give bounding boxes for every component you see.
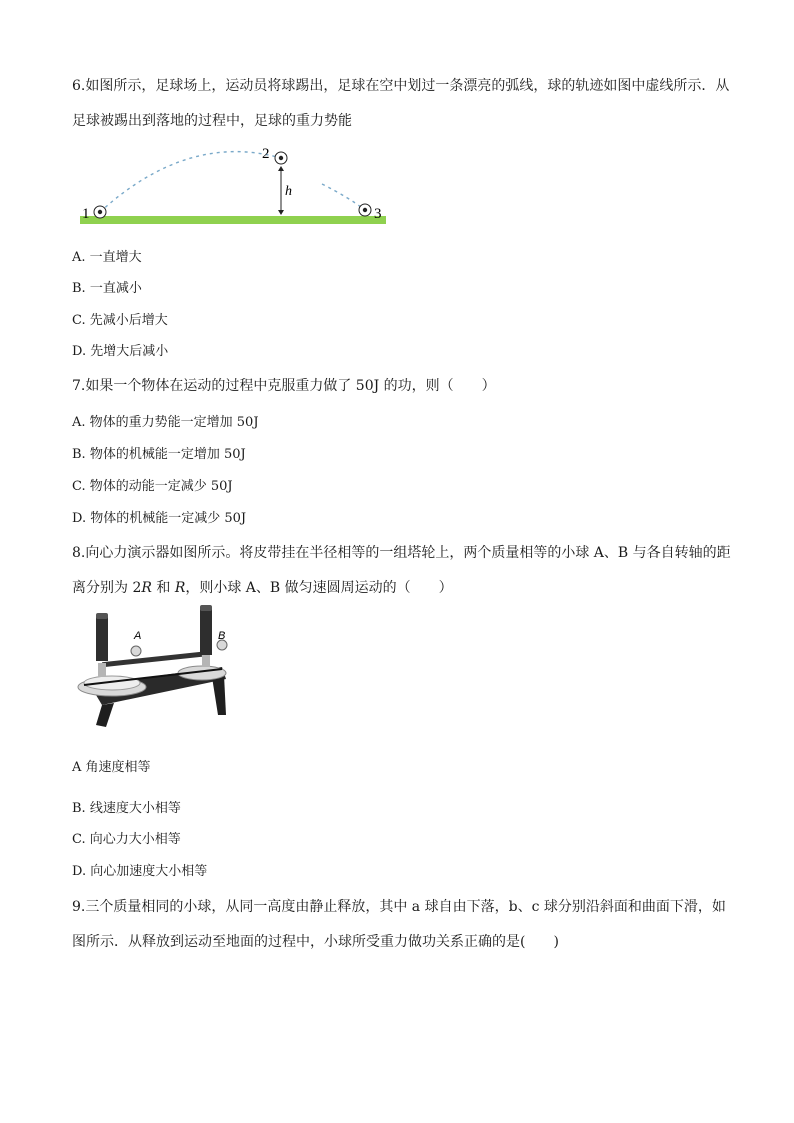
q7-option-b: B. 物体的机械能一定增加 50J (72, 447, 246, 462)
label-2: 2 (262, 146, 270, 162)
q8-option-b: B. 线速度大小相等 (72, 801, 181, 816)
q8-line2-part-c: ，则小球 A、B 做匀速圆周运动的（ ） (185, 580, 453, 596)
q8-option-c: C. 向心力大小相等 (72, 832, 181, 847)
q6-stem-line2: 足球被踢出到落地的过程中，足球的重力势能 (72, 113, 352, 129)
q7-option-c: C. 物体的动能一定减少 50J (72, 479, 233, 494)
q7-option-d: D. 物体的机械能一定减少 50J (72, 511, 247, 526)
ball-position-1 (94, 206, 106, 218)
right-sleeve (200, 609, 212, 655)
q7-option-a: A. 物体的重力势能一定增加 50J (72, 415, 259, 430)
centripetal-force-demonstrator-figure (72, 605, 232, 729)
ball-position-2 (275, 152, 287, 164)
q6-stem-line1: 6.如图所示，足球场上，运动员将球踢出，足球在空中划过一条漂亮的弧线，球的轨迹如图中虚线所示．从 (72, 78, 730, 94)
label-h: h (285, 184, 292, 199)
q6-option-c: C. 先减小后增大 (72, 313, 168, 328)
q8-option-a: A 角速度相等 (72, 760, 151, 775)
q8-line2-r1: R (141, 580, 152, 596)
ball-a (131, 646, 141, 656)
label-1: 1 (82, 206, 90, 222)
q8-line2-r2: R (174, 580, 186, 596)
label-3: 3 (374, 206, 382, 222)
q6-option-d: D. 先增大后减小 (72, 344, 169, 359)
q7-stem: 7.如果一个物体在运动的过程中克服重力做了 50J 的功，则（ ） (72, 378, 496, 394)
q9-stem-line2: 图所示．从释放到运动至地面的过程中，小球所受重力做功关系正确的是( ) (72, 934, 559, 950)
football-trajectory-figure (78, 142, 398, 228)
q8-stem-line2 (72, 577, 453, 597)
rotating-arms (102, 652, 202, 667)
ground (80, 216, 386, 224)
trajectory-arc (100, 152, 281, 212)
q8-line2-part-b: 和 (151, 580, 175, 596)
ball-position-3 (359, 204, 371, 216)
q6-option-b: B. 一直减小 (72, 281, 142, 296)
q8-option-d: D. 向心加速度大小相等 (72, 864, 208, 879)
label-a: A (134, 630, 142, 642)
q9-stem-line1: 9.三个质量相同的小球，从同一高度由静止释放，其中 a 球自由下落，b、c 球分别沿斜面和曲面下滑，如 (72, 899, 726, 915)
trajectory-descent (322, 184, 365, 210)
q8-line2-part-a: 离分别为 2 (72, 580, 142, 596)
q8-stem-line1: 8.向心力演示器如图所示。将皮带挂在半径相等的一组塔轮上，两个质量相等的小球 A、B 与各自转轴的距 (72, 545, 731, 561)
label-b: B (218, 630, 226, 642)
q6-option-a: A. 一直增大 (72, 250, 142, 265)
left-sleeve (96, 617, 108, 661)
